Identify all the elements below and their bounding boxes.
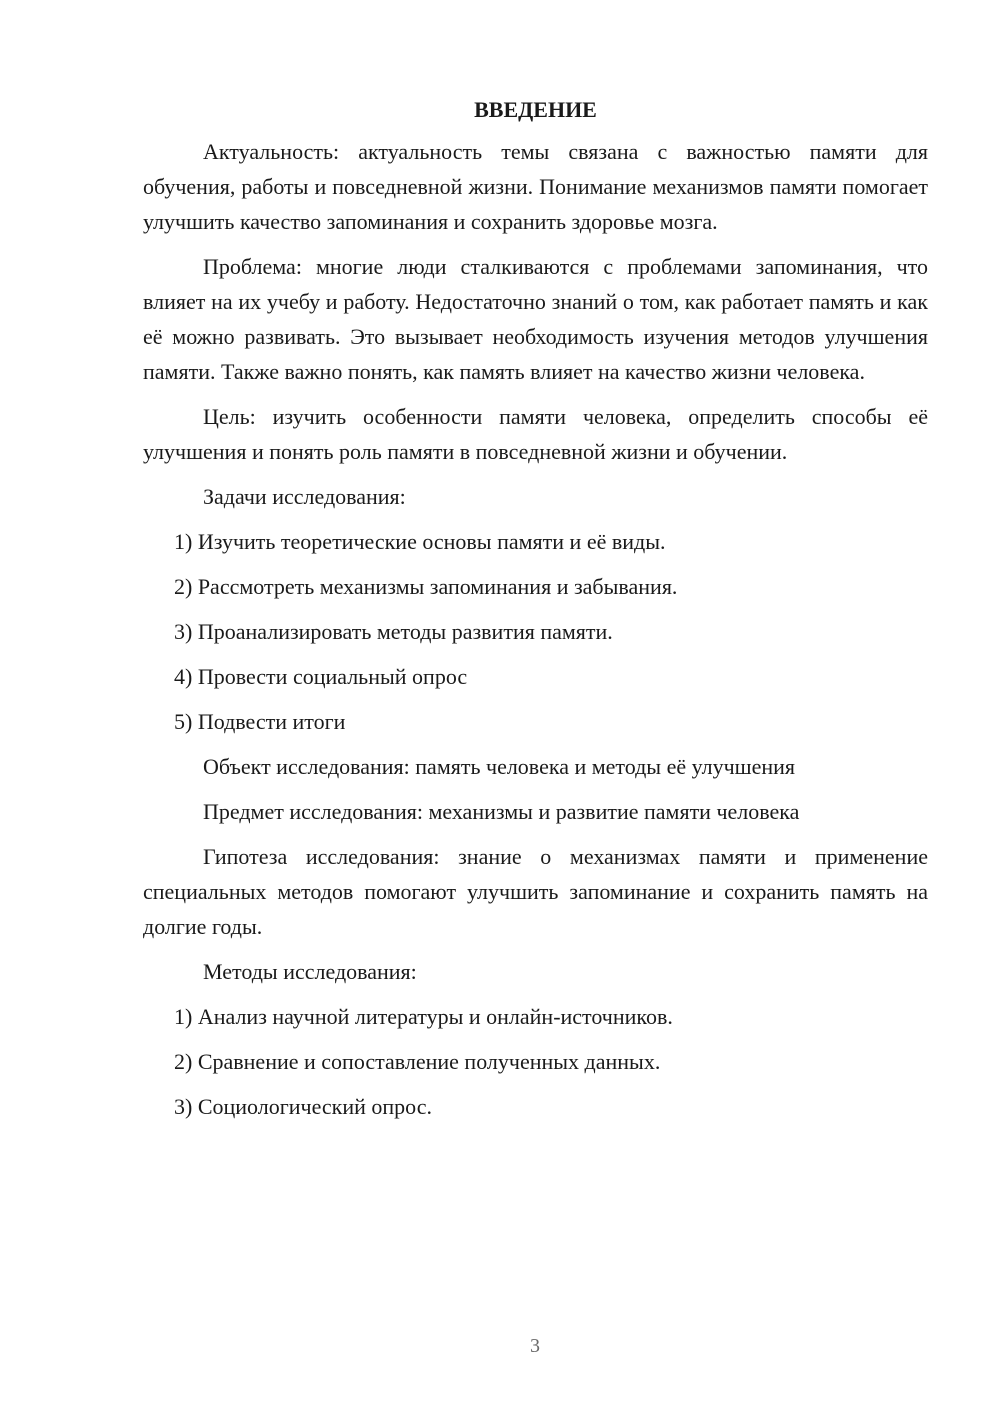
relevance-paragraph: Актуальность: актуальность темы связана с важностью памяти для обучения, работы и повседневной жизни. Понимание механизмов памяти помогает улучшить качество запоминания и сохранить здоровье мозга. (143, 139, 928, 234)
method-item: 1) Анализ научной литературы и онлайн-источников. (174, 1004, 673, 1029)
methods-heading: Методы исследования: (203, 959, 417, 984)
task-item: 5) Подвести итоги (174, 709, 346, 734)
goal-paragraph: Цель: изучить особенности памяти человека, определить способы её улучшения и понять роль памяти в повседневной жизни и обучении. (143, 404, 928, 464)
page-content (143, 92, 928, 1134)
task-item: 3) Проанализировать методы развития памяти. (174, 619, 613, 644)
task-item: 4) Провести социальный опрос (174, 664, 468, 689)
page-title: ВВЕДЕНИЕ (474, 97, 597, 122)
task-item: 1) Изучить теоретические основы памяти и её виды. (174, 529, 666, 554)
page-number: 3 (530, 1335, 540, 1357)
methods-list (143, 999, 928, 1124)
method-item: 3) Социологический опрос. (174, 1094, 432, 1119)
subject-paragraph: Предмет исследования: механизмы и развитие памяти человека (203, 799, 800, 824)
problem-paragraph: Проблема: многие люди сталкиваются с проблемами запоминания, что влияет на их учебу и работу. Недостаточно знаний о том, как работает память и как её можно развивать. Это вызывает необходимость изучения методов улучшения памяти. Также важно понять, как память влияет на качество жизни человека. (143, 254, 928, 384)
method-item: 2) Сравнение и сопоставление полученных данных. (174, 1049, 661, 1074)
tasks-list (143, 524, 928, 739)
task-item: 2) Рассмотреть механизмы запоминания и забывания. (174, 574, 678, 599)
tasks-heading: Задачи исследования: (203, 484, 406, 509)
hypothesis-paragraph: Гипотеза исследования: знание о механизмах памяти и применение специальных методов помогают улучшить запоминание и сохранить память на долгие годы. (143, 844, 928, 939)
object-paragraph: Объект исследования: память человека и методы её улучшения (203, 754, 796, 779)
